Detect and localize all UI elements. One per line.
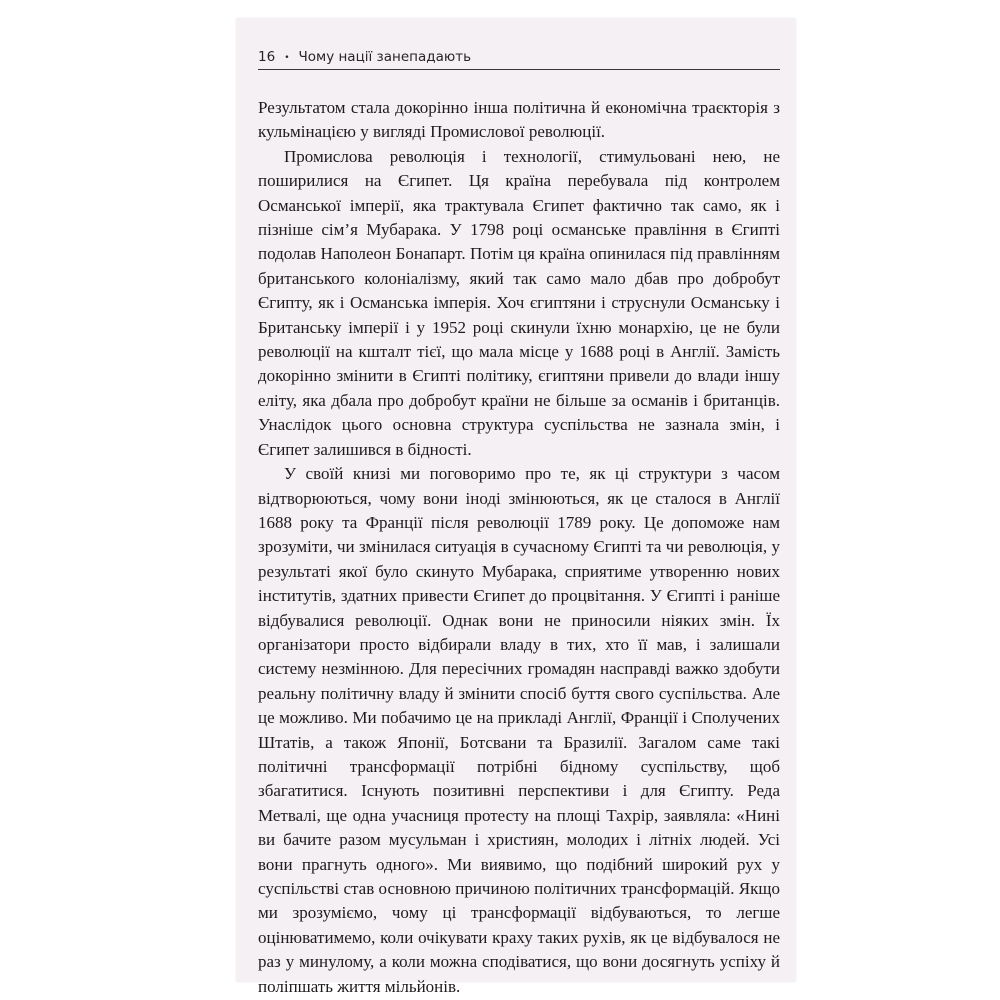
paragraph: Результатом стала докорінно інша політична й економічна траєкторія з кульмінацією у вигляді Промислової революції. <box>258 98 780 142</box>
book-title: Чому нації занепадають <box>298 49 472 65</box>
running-header <box>258 44 780 70</box>
body-text <box>258 96 780 999</box>
paragraph: Промислова революція і технології, стимульовані нею, не поширилися на Єгипет. Ця країна перебувала під контролем Османської імперії, яка трактувала Єгипет фактично так само, як і пізніше сім’я Мубарака. У 1798 році османське правління в Єгипті подолав Наполеон Бонапарт. Потім ця країна опинилася під правлінням британського колоніалізму, який так само мало дбав про добробут Єгипту, як і Османська імперія. Хоч єгиптяни і струснули Османську і Британську імперії і у 1952 році скинули їхню монархію, це не були революції на кшталт тієї, що мала місце у 1688 році в Англії. Замість докорінно змінити в Єгипті політику, єгиптяни привели до влади іншу еліту, яка дбала про добробут країни не більше за османів і британців. Унаслідок цього основна структура суспільства не зазнала змін, і Єгипет залишився в бідності. <box>258 146 780 459</box>
page-number: 16 <box>258 49 276 65</box>
header-separator: • <box>284 53 290 63</box>
paragraph: У своїй книзі ми поговоримо про те, як ці структури з часом відтворюються, чому вони іноді змінюються, як це сталося в Англії 1688 року та Франції після революції 1789 року. Це допоможе нам зрозуміти, чи змінилася ситуація в сучасному Єгипті та чи революція, у результаті якої було скинуто Мубарака, сприятиме утворенню нових інститутів, здатних привести Єгипет до процвітання. У Єгипті і раніше відбувалися революції. Однак вони не приносили ніяких змін. Їх організатори просто відбирали владу в тих, хто її мав, і залишали систему незмінною. Для пересічних громадян насправді важко здобути реальну політичну владу й змінити спосіб буття свого суспільства. Але це можливо. Ми побачимо це на прикладі Англії, Франції і Сполучених Штатів, а також Японії, Ботсвани та Бразилії. Загалом саме такі політичні трансформації потрібні бідному суспільству, щоб збагатитися. Існують позитивні перспективи і для Єгипту. Реда Метвалі, ще одна учасниця протесту на площі Тахрір, заявляла: «Нині ви бачите разом мусульман і християн, молодих і літніх людей. Усі вони прагнуть одного». Ми виявимо, що подібний широкий рух у суспільстві став основною причиною політичних трансформацій. Якщо ми зрозуміємо, чому ці трансформації відбуваються, то легше оцінюватимемо, коли очікувати краху таких рухів, як це відбувалося не раз у минулому, а коли можна сподіватися, що вони досягнуть успіху й поліпшать життя мільйонів. <box>258 464 780 996</box>
